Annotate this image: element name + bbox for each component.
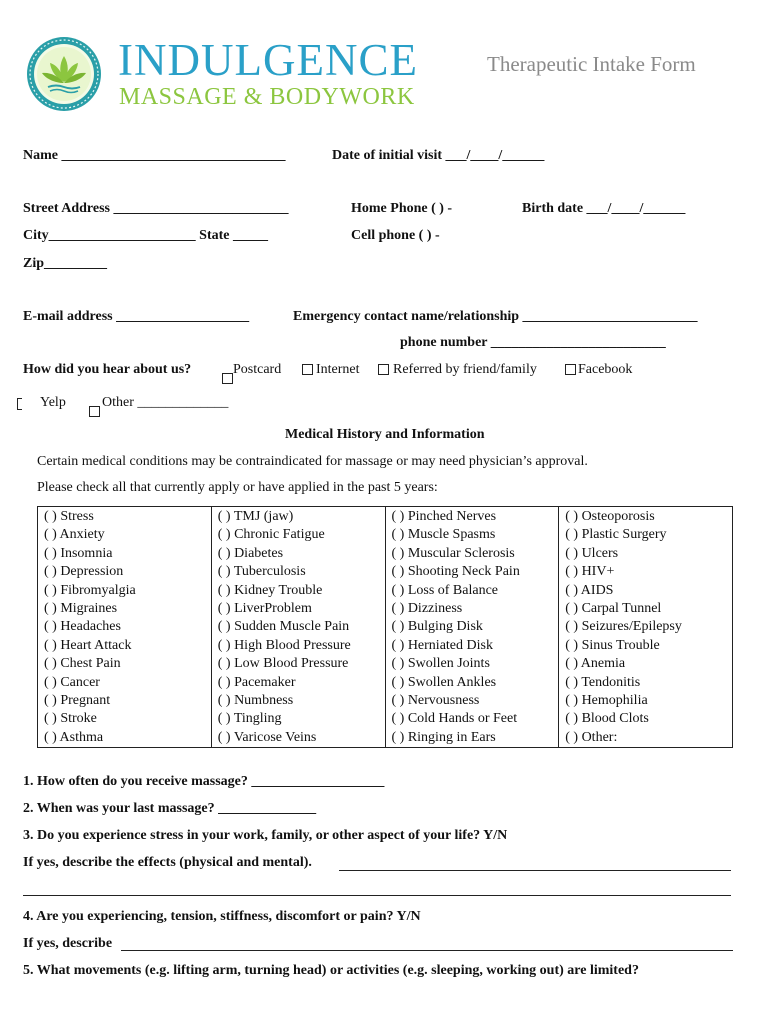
street-address-field[interactable]: Street Address _________________________	[23, 201, 289, 216]
medical-intro-1: Certain medical conditions may be contraindicated for massage or may need physician’s approval.	[37, 454, 588, 469]
conditions-column-4	[559, 507, 733, 748]
option-yelp: Yelp	[40, 395, 66, 410]
condition-item[interactable]: ( ) Other:	[565, 729, 618, 745]
condition-item[interactable]: ( ) Swollen Ankles	[391, 674, 497, 690]
condition-item[interactable]: ( ) Kidney Trouble	[217, 582, 323, 598]
condition-item[interactable]: ( ) HIV+	[565, 564, 615, 580]
condition-item[interactable]: ( ) AIDS	[565, 582, 614, 598]
checkbox-facebook[interactable]	[565, 364, 576, 375]
condition-item[interactable]: ( ) Cold Hands or Feet	[391, 711, 518, 727]
condition-item[interactable]: ( ) Muscle Spasms	[391, 527, 496, 543]
brand-name: INDULGENCE	[118, 35, 418, 85]
condition-item[interactable]: ( ) Headaches	[44, 619, 121, 635]
hear-about-question: How did you hear about us?	[23, 362, 192, 377]
emergency-contact-field[interactable]: Emergency contact name/relationship _________________________	[293, 309, 698, 324]
condition-item[interactable]: ( ) Loss of Balance	[391, 582, 499, 598]
condition-item[interactable]: ( ) Stress	[44, 509, 94, 524]
condition-item[interactable]: ( ) Hemophilia	[565, 693, 648, 709]
option-other[interactable]: Other _____________	[102, 395, 229, 410]
lotus-seal-logo	[26, 36, 102, 112]
birth-date-field[interactable]: Birth date ___/____/______	[522, 201, 686, 216]
condition-item[interactable]: ( ) Chest Pain	[44, 656, 121, 672]
medical-intro-2: Please check all that currently apply or have applied in the past 5 years:	[37, 480, 438, 495]
conditions-column-3	[385, 507, 559, 748]
condition-item[interactable]: ( ) Chronic Fatigue	[217, 527, 325, 543]
condition-item[interactable]: ( ) Tendonitis	[565, 674, 641, 690]
form-title: Therapeutic Intake Form	[487, 52, 696, 76]
question-1[interactable]: 1. How often do you receive massage? ___________________	[23, 774, 385, 789]
question-3-followup: If yes, describe the effects (physical and mental).	[23, 855, 312, 870]
condition-item[interactable]: ( ) Sinus Trouble	[565, 637, 660, 653]
condition-item[interactable]: ( ) Sudden Muscle Pain	[217, 619, 350, 635]
name-field[interactable]: Name ________________________________	[23, 148, 286, 163]
condition-item[interactable]: ( ) Ringing in Ears	[391, 729, 496, 745]
condition-item[interactable]: ( ) Stroke	[44, 711, 97, 727]
condition-item[interactable]: ( ) Herniated Disk	[391, 637, 493, 653]
condition-item[interactable]: ( ) Varicose Veins	[217, 729, 317, 745]
checkbox-other[interactable]	[89, 406, 100, 417]
condition-item[interactable]: ( ) Osteoporosis	[565, 509, 655, 524]
checkbox-postcard[interactable]	[222, 373, 233, 384]
condition-item[interactable]: ( ) Pregnant	[44, 693, 111, 709]
condition-item[interactable]: ( ) Fibromyalgia	[44, 582, 136, 598]
home-phone-field[interactable]: Home Phone ( ) -	[351, 201, 453, 216]
condition-item[interactable]: ( ) High Blood Pressure	[217, 637, 351, 653]
condition-item[interactable]: ( ) TMJ (jaw)	[217, 509, 294, 524]
conditions-column-2	[211, 507, 385, 748]
condition-item[interactable]: ( ) Muscular Sclerosis	[391, 545, 515, 561]
condition-item[interactable]: ( ) Plastic Surgery	[565, 527, 667, 543]
condition-item[interactable]: ( ) Migraines	[44, 601, 118, 617]
condition-item[interactable]: ( ) Nervousness	[391, 693, 480, 709]
question-4-answer-line[interactable]	[121, 950, 733, 951]
condition-item[interactable]: ( ) Tuberculosis	[217, 564, 306, 580]
question-3: 3. Do you experience stress in your work, family, or other aspect of your life? Y/N	[23, 828, 508, 843]
condition-item[interactable]: ( ) Ulcers	[565, 545, 619, 561]
condition-item[interactable]: ( ) Anxiety	[44, 527, 105, 543]
conditions-column-1	[38, 507, 212, 748]
question-3-answer-line[interactable]	[339, 870, 731, 871]
question-5: 5. What movements (e.g. lifting arm, turning head) or activities (e.g. sleeping, working out) are limited?	[23, 963, 639, 978]
city-state-field[interactable]: City_____________________ State _____	[23, 228, 268, 243]
medical-conditions-table	[37, 506, 733, 748]
question-2[interactable]: 2. When was your last massage? ______________	[23, 801, 317, 816]
condition-item[interactable]: ( ) Insomnia	[44, 545, 113, 561]
condition-item[interactable]: ( ) Diabetes	[217, 545, 284, 561]
email-field[interactable]: E-mail address ___________________	[23, 309, 250, 324]
brand-tagline: MASSAGE & BODYWORK	[119, 84, 415, 110]
condition-item[interactable]: ( ) Pacemaker	[217, 674, 296, 690]
condition-item[interactable]: ( ) Tingling	[217, 711, 282, 727]
condition-item[interactable]: ( ) Anemia	[565, 656, 626, 672]
question-4: 4. Are you experiencing, tension, stiffness, discomfort or pain? Y/N	[23, 909, 421, 924]
option-referred: Referred by friend/family	[393, 362, 537, 377]
condition-item[interactable]: ( ) Blood Clots	[565, 711, 649, 727]
condition-item[interactable]: ( ) Low Blood Pressure	[217, 656, 349, 672]
checkbox-internet[interactable]	[302, 364, 313, 375]
condition-item[interactable]: ( ) Depression	[44, 564, 124, 580]
cell-phone-field[interactable]: Cell phone ( ) -	[351, 228, 440, 243]
condition-item[interactable]: ( ) Seizures/Epilepsy	[565, 619, 682, 635]
condition-item[interactable]: ( ) Bulging Disk	[391, 619, 483, 635]
medical-heading: Medical History and Information	[285, 427, 485, 442]
condition-item[interactable]: ( ) Dizziness	[391, 601, 463, 617]
condition-item[interactable]: ( ) LiverProblem	[217, 601, 312, 617]
condition-item[interactable]: ( ) Pinched Nerves	[391, 509, 497, 524]
question-4-followup: If yes, describe	[23, 936, 113, 951]
option-postcard: Postcard	[233, 362, 282, 377]
option-internet: Internet	[316, 362, 360, 377]
checkbox-yelp[interactable]	[17, 398, 22, 410]
option-facebook: Facebook	[578, 362, 633, 377]
condition-item[interactable]: ( ) Cancer	[44, 674, 100, 690]
initial-visit-date-field[interactable]: Date of initial visit ___/____/______	[332, 148, 545, 163]
condition-item[interactable]: ( ) Heart Attack	[44, 637, 132, 653]
emergency-phone-field[interactable]: phone number _________________________	[400, 335, 666, 350]
question-3-answer-line-2[interactable]	[23, 895, 731, 896]
condition-item[interactable]: ( ) Swollen Joints	[391, 656, 490, 672]
checkbox-referred[interactable]	[378, 364, 389, 375]
condition-item[interactable]: ( ) Asthma	[44, 729, 104, 745]
condition-item[interactable]: ( ) Numbness	[217, 693, 294, 709]
zip-field[interactable]: Zip_________	[23, 256, 108, 271]
condition-item[interactable]: ( ) Carpal Tunnel	[565, 601, 662, 617]
condition-item[interactable]: ( ) Shooting Neck Pain	[391, 564, 520, 580]
